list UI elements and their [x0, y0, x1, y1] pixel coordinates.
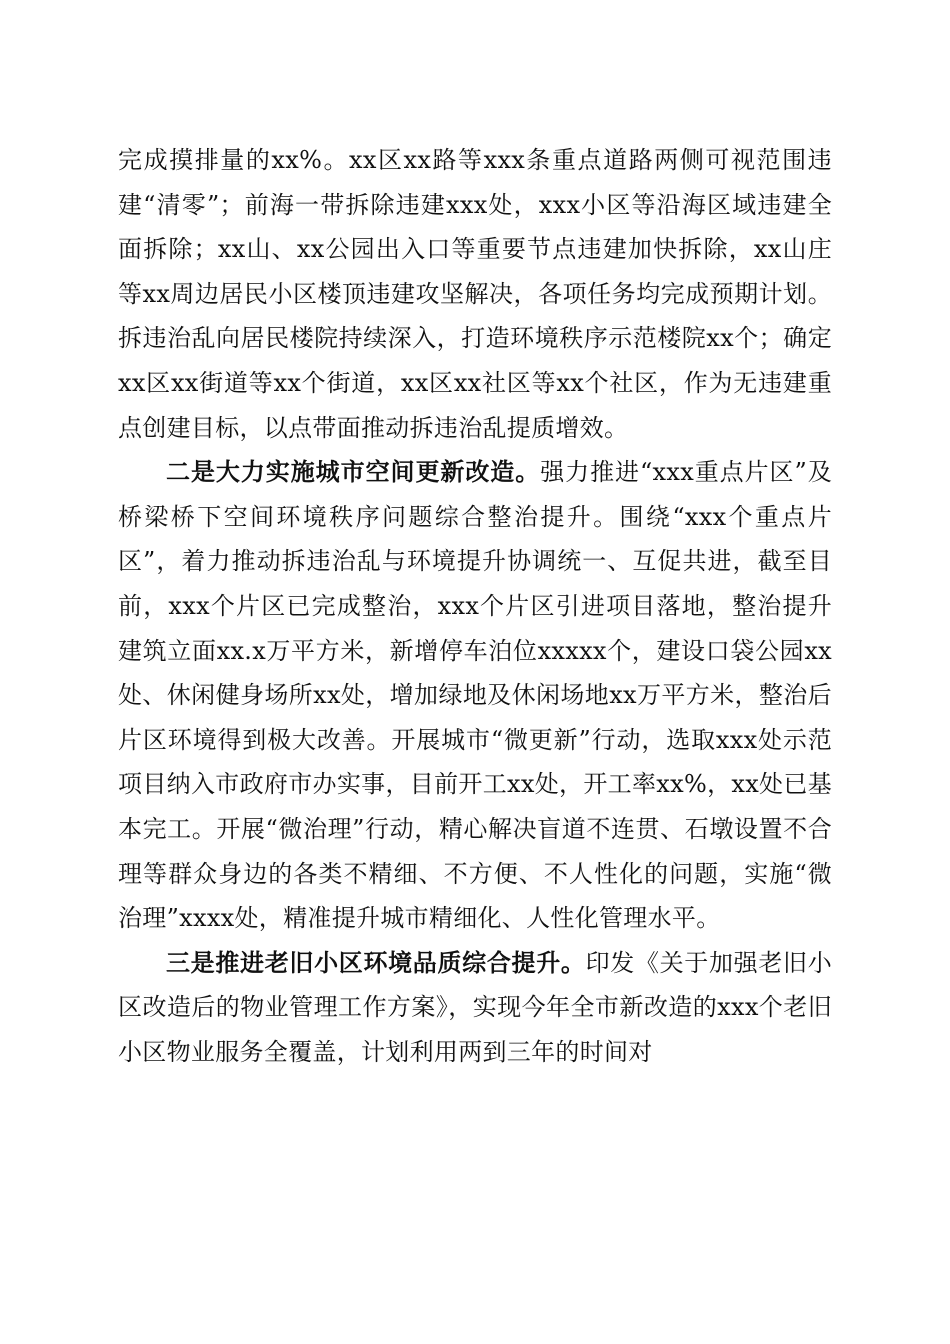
paragraph-text: 完成摸排量的xx%。xx区xx路等xxx条重点道路两侧可视范围违建“清零”；前海一带拆除违建xxx处，xxx小区等沿海区域违建全面拆除；xx山、xx公园出入口等重要节点违建加快拆除，xx山庄等xx周边居民小区楼顶违建攻坚解决，各项任务均完成预期计划。拆违治乱向居民楼院持续深入，打造环境秩序示范楼院xx个；确定xx区xx街道等xx个街道，xx区xx社区等xx个社区，作为无违建重点创建目标，以点带面推动拆违治乱提质增效。	[118, 146, 832, 442]
paragraph-demolition-results	[118, 138, 832, 450]
paragraph-old-community-upgrade	[118, 941, 832, 1075]
document-body	[118, 138, 832, 1074]
paragraph-lead-heading: 二是大力实施城市空间更新改造。	[166, 457, 541, 487]
paragraph-text: 强力推进“xxx重点片区”及桥梁桥下空间环境秩序问题综合整治提升。围绕“xxx个重点片区”，着力推动拆违治乱与环境提升协调统一、互促共进，截至目前，xxx个片区已完成整治，xxx个片区引进项目落地，整治提升建筑立面xx.x万平方米，新增停车泊位xxxxx个，建设口袋公园xx处、休闲健身场所xx处，增加绿地及休闲场地xx万平方米，整治后片区环境得到极大改善。开展城市“微更新”行动，选取xxx处示范项目纳入市政府市办实事，目前开工xx处，开工率xx%，xx处已基本完工。开展“微治理”行动，精心解决盲道不连贯、石墩设置不合理等群众身边的各类不精细、不方便、不人性化的问题，实施“微治理”xxxx处，精准提升城市精细化、人性化管理水平。	[118, 458, 833, 933]
paragraph-text: 印发《关于加强老旧小区改造后的物业管理工作方案》，实现今年全市新改造的xxx个老旧小区物业服务全覆盖，计划利用两到三年的时间对	[118, 948, 833, 1066]
paragraph-lead-heading: 三是推进老旧小区环境品质综合提升。	[166, 947, 586, 977]
paragraph-urban-space-renewal	[118, 450, 832, 941]
